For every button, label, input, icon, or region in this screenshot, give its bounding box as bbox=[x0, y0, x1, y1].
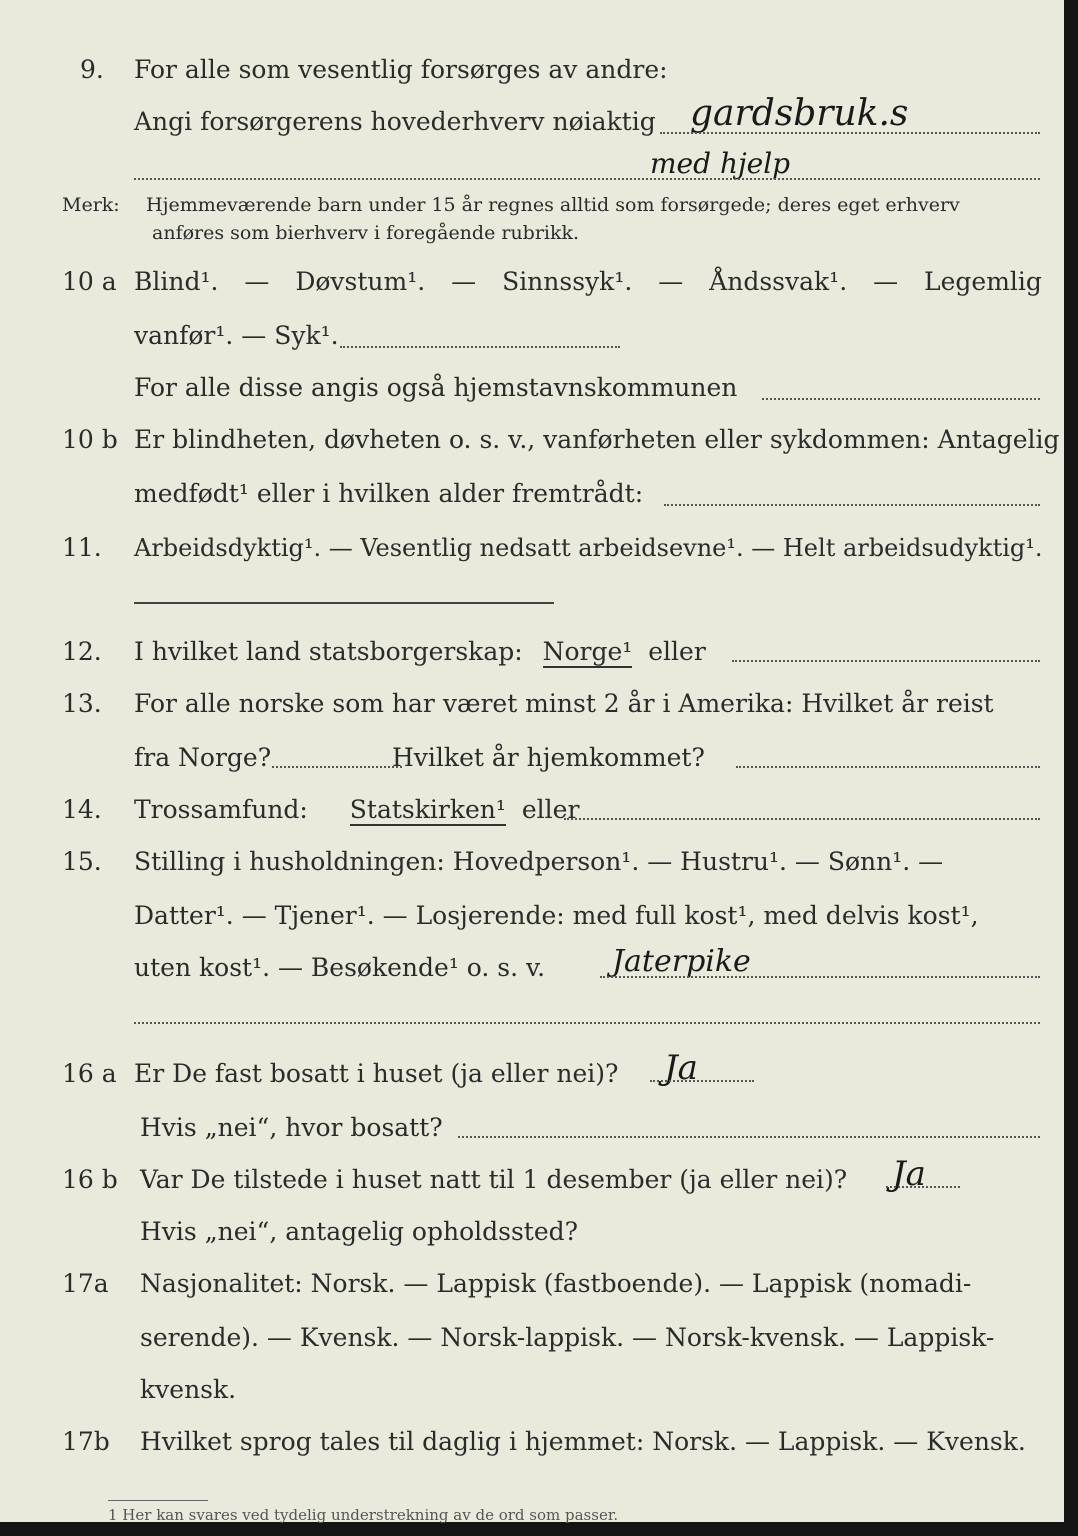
q14-line bbox=[134, 794, 1042, 826]
q14-number: 14. bbox=[62, 795, 102, 824]
footnote-divider bbox=[108, 1500, 208, 1501]
q13-line2b: Hvilket år hjemkommet? bbox=[392, 743, 705, 772]
q16b-number: 16 b bbox=[62, 1165, 118, 1194]
q10a-opt-andssvak: Åndssvak¹. bbox=[709, 267, 848, 296]
dash: — bbox=[873, 267, 899, 296]
footnote: 1 Her kan svares ved tydelig understrekning av de ord som passer. bbox=[108, 1506, 619, 1524]
q17b-line1: Hvilket sprog tales til daglig i hjemmet: Norsk. — Lappisk. — Kvensk. bbox=[140, 1427, 1026, 1456]
q15-answer: Jaterpike bbox=[612, 944, 751, 979]
q9-dotted-line2 bbox=[134, 178, 1040, 180]
q13-dotted-line2 bbox=[736, 766, 1040, 768]
q10a-line1 bbox=[134, 266, 1042, 298]
q12-after: eller bbox=[648, 637, 706, 666]
q12-text: I hvilket land statsborgerskap: bbox=[134, 637, 523, 666]
merk-label: Merk: bbox=[62, 194, 120, 216]
q10b-line2: medfødt¹ eller i hvilken alder fremtrådt: bbox=[134, 479, 644, 508]
q16b-line1: Var De tilstede i huset natt til 1 desember (ja eller nei)? bbox=[140, 1165, 848, 1194]
q10a-opt-dovstum: Døvstum¹. bbox=[295, 267, 426, 296]
q14-after: eller bbox=[521, 795, 580, 824]
q9-line1: For alle som vesentlig forsørges av andre: bbox=[134, 55, 668, 84]
q13-number: 13. bbox=[62, 689, 102, 718]
q9-dotted-line1 bbox=[660, 132, 1040, 134]
q12-number: 12. bbox=[62, 637, 102, 666]
q16b-answer: Ja bbox=[892, 1154, 926, 1194]
q10a-opt-sinnssyk: Sinnssyk¹. bbox=[502, 267, 633, 296]
q10b-line1: Er blindheten, døvheten o. s. v., vanførheten eller sykdommen: Antagelig bbox=[134, 425, 1060, 454]
q14-underlined-answer: Statskirken¹ bbox=[349, 795, 506, 824]
q15-line3: uten kost¹. — Besøkende¹ o. s. v. bbox=[134, 953, 546, 982]
q11-divider bbox=[134, 602, 554, 604]
q17a-number: 17a bbox=[62, 1269, 109, 1298]
q16a-line1: Er De fast bosatt i huset (ja eller nei)? bbox=[134, 1059, 619, 1088]
q17a-line1: Nasjonalitet: Norsk. — Lappisk (fastboende). — Lappisk (nomadi- bbox=[140, 1269, 972, 1298]
q16b-dotted-line1 bbox=[886, 1186, 960, 1188]
q16a-answer: Ja bbox=[664, 1048, 698, 1088]
q17b-number: 17b bbox=[62, 1427, 110, 1456]
q16a-dotted-line2 bbox=[458, 1136, 1040, 1138]
q15-dotted-line2 bbox=[134, 1022, 1040, 1024]
q9-number: 9. bbox=[80, 55, 104, 84]
q9-line2: Angi forsørgerens hovederhverv nøiaktig bbox=[134, 107, 656, 136]
q12-underlined-answer: Norge¹ bbox=[542, 637, 633, 666]
q13-line1: For alle norske som har været minst 2 år i Amerika: Hvilket år reist bbox=[134, 689, 994, 718]
q15-line2: Datter¹. — Tjener¹. — Losjerende: med full kost¹, med delvis kost¹, bbox=[134, 901, 979, 930]
q12-dotted-line bbox=[732, 660, 1040, 662]
q9-answer1: gardsbruk.s bbox=[690, 93, 909, 134]
q10a-number: 10 a bbox=[62, 267, 117, 296]
q17a-line3: kvensk. bbox=[140, 1375, 237, 1404]
q13-dotted-line1 bbox=[272, 766, 402, 768]
q10a-line3: For alle disse angis også hjemstavnskommunen bbox=[134, 373, 738, 402]
q9-answer2: med hjelp bbox=[650, 147, 791, 180]
q17a-line2: serende). — Kvensk. — Norsk-lappisk. — Norsk-kvensk. — Lappisk- bbox=[140, 1323, 995, 1352]
q15-dotted-line1 bbox=[600, 976, 1040, 978]
q15-number: 15. bbox=[62, 847, 102, 876]
q10a-opt-blind: Blind¹. bbox=[134, 267, 219, 296]
q10a-line2: vanfør¹. — Syk¹. bbox=[134, 321, 339, 350]
q10b-dotted-line bbox=[664, 504, 1040, 506]
q14-text: Trossamfund: bbox=[134, 795, 308, 824]
q10a-dotted-line2 bbox=[762, 398, 1040, 400]
q10a-dotted-line1 bbox=[340, 346, 620, 348]
q16a-dotted-line1 bbox=[650, 1080, 754, 1082]
q11-line1: Arbeidsdyktig¹. — Vesentlig nedsatt arbeidsevne¹. — Helt arbeidsudyktig¹. bbox=[134, 534, 1043, 562]
merk-line2: anføres som bierhverv i foregående rubrikk. bbox=[152, 222, 580, 244]
q15-line1: Stilling i husholdningen: Hovedperson¹. — Hustru¹. — Sønn¹. — bbox=[134, 847, 944, 876]
q16b-line2: Hvis „nei“, antagelig opholdssted? bbox=[140, 1217, 579, 1246]
q14-dotted-line bbox=[564, 818, 1040, 820]
q11-number: 11. bbox=[62, 533, 102, 562]
q10b-number: 10 b bbox=[62, 425, 118, 454]
dash: — bbox=[658, 267, 684, 296]
dash: — bbox=[244, 267, 270, 296]
q10a-opt-legemlig: Legemlig bbox=[924, 267, 1042, 296]
merk-line1: Hjemmeværende barn under 15 år regnes alltid som forsørgede; deres eget erhverv bbox=[146, 194, 960, 216]
q16a-number: 16 a bbox=[62, 1059, 117, 1088]
dash: — bbox=[451, 267, 477, 296]
q16a-line2: Hvis „nei“, hvor bosatt? bbox=[140, 1113, 443, 1142]
q12-line bbox=[134, 636, 1042, 668]
q13-line2a: fra Norge? bbox=[134, 743, 272, 772]
